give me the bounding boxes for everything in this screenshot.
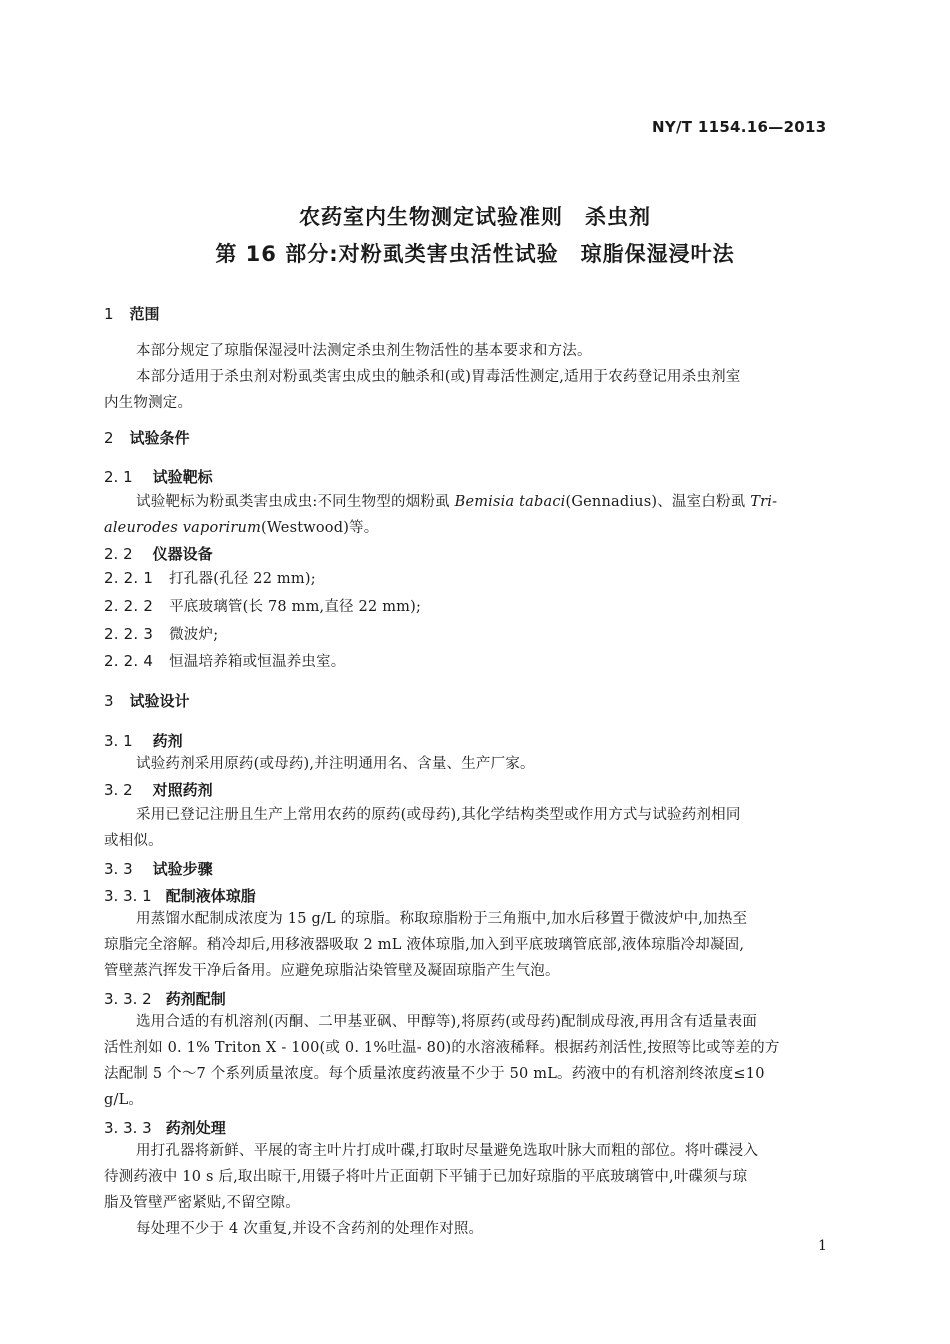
paragraph: 内生物测定。 (104, 395, 193, 411)
section-title: 试验条件 (129, 429, 190, 447)
species-name: aleurodes vaporirum (104, 520, 262, 536)
section-number: 3 (104, 692, 114, 710)
section-2-heading (104, 427, 190, 448)
section-number: 3. 3 (104, 860, 133, 878)
section-number: 2. 1 (104, 468, 133, 486)
species-name: Bemisia tabaci (454, 494, 566, 510)
text: (Westwood)等。 (261, 520, 379, 536)
paragraph: 采用已登记注册且生产上常用农药的原药(或母药),其化学结构类型或作用方式与试验药剂相同 (136, 807, 741, 823)
section-3-3-1-heading (104, 885, 256, 906)
section-number: 3. 3. 2 (104, 990, 152, 1008)
standard-code: NY/T 1154.16—2013 (652, 118, 827, 136)
paragraph: 选用合适的有机溶剂(丙酮、二甲基亚砜、甲醇等),将原药(或母药)配制成母液,再用含有适量表面 (136, 1014, 758, 1030)
section-number: 3. 2 (104, 781, 133, 799)
item-number: 2. 2. 3 (104, 625, 154, 643)
paragraph: 或相似。 (104, 833, 163, 849)
item-text: 平底玻璃管(长 78 mm,直径 22 mm); (169, 599, 422, 615)
section-title: 药剂处理 (165, 1119, 226, 1137)
section-title: 仪器设备 (152, 545, 213, 563)
paragraph: g/L。 (104, 1092, 144, 1108)
section-3-3-2-heading (104, 988, 226, 1009)
paragraph: 脂及管壁严密紧贴,不留空隙。 (104, 1195, 300, 1211)
text: 试验靶标为粉虱类害虫成虫:不同生物型的烟粉虱 (136, 494, 455, 510)
section-number: 2. 2 (104, 545, 133, 563)
item-text: 打孔器(孔径 22 mm); (169, 571, 316, 587)
section-title: 试验靶标 (152, 468, 213, 486)
section-title: 试验步骤 (152, 860, 213, 878)
item-number: 2. 2. 1 (104, 569, 154, 587)
section-number: 1 (104, 305, 114, 323)
paragraph (136, 489, 777, 516)
paragraph: 待测药液中 10 s 后,取出晾干,用镊子将叶片正面朝下平铺于已加好琼脂的平底玻璃管中,叶碟须与琼 (104, 1169, 748, 1185)
paragraph: 每处理不少于 4 次重复,并设不含药剂的处理作对照。 (136, 1221, 484, 1237)
section-1-heading (104, 303, 160, 324)
section-title: 配制液体琼脂 (165, 887, 256, 905)
item-text: 微波炉; (169, 627, 219, 643)
section-title: 药剂配制 (165, 990, 226, 1008)
section-3-3-3-heading (104, 1117, 226, 1138)
section-title: 试验设计 (129, 692, 190, 710)
paragraph: 用蒸馏水配制成浓度为 15 g/L 的琼脂。称取琼脂粉于三角瓶中,加水后移置于微波炉中,加热至 (136, 911, 748, 927)
paragraph: 本部分规定了琼脂保湿浸叶法测定杀虫剂生物活性的基本要求和方法。 (136, 343, 592, 359)
list-item (104, 593, 421, 621)
list-item (104, 648, 346, 676)
paragraph: 管壁蒸汽挥发干净后备用。应避免琼脂沾染管壁及凝固琼脂产生气泡。 (104, 963, 560, 979)
paragraph (104, 515, 378, 542)
section-number: 3. 3. 3 (104, 1119, 152, 1137)
doc-title-line1: 农药室内生物测定试验准则 杀虫剂 (299, 205, 651, 229)
section-3-heading (104, 690, 190, 711)
paragraph: 试验药剂采用原药(或母药),并注明通用名、含量、生产厂家。 (136, 756, 535, 772)
item-text: 恒温培养箱或恒温养虫室。 (169, 654, 346, 670)
text: (Gennadius)、温室白粉虱 (565, 494, 751, 510)
section-3-3-heading (104, 858, 213, 879)
paragraph: 琼脂完全溶解。稍冷却后,用移液器吸取 2 mL 液体琼脂,加入到平底玻璃管底部,液体琼脂冷却凝固, (104, 937, 745, 953)
list-item (104, 621, 218, 649)
species-name: Tri- (750, 494, 778, 510)
paragraph: 法配制 5 个～7 个系列质量浓度。每个质量浓度药液量不少于 50 mL。药液中的有机溶剂终浓度≤10 (104, 1066, 765, 1082)
section-number: 2 (104, 429, 114, 447)
page-number: 1 (818, 1238, 827, 1254)
paragraph: 本部分适用于杀虫剂对粉虱类害虫成虫的触杀和(或)胃毒活性测定,适用于农药登记用杀虫剂室 (136, 369, 741, 385)
list-item (104, 565, 316, 593)
section-2-1-heading (104, 466, 213, 487)
section-title: 药剂 (152, 732, 183, 750)
section-3-1-heading (104, 730, 183, 751)
section-3-2-heading (104, 779, 213, 800)
item-number: 2. 2. 4 (104, 652, 154, 670)
section-2-2-heading (104, 543, 213, 564)
section-title: 对照药剂 (152, 781, 213, 799)
paragraph: 用打孔器将新鲜、平展的寄主叶片打成叶碟,打取时尽量避免选取叶脉大而粗的部位。将叶碟浸入 (136, 1143, 759, 1159)
section-number: 3. 3. 1 (104, 887, 152, 905)
doc-title-line2: 第 16 部分:对粉虱类害虫活性试验 琼脂保湿浸叶法 (215, 242, 735, 266)
section-title: 范围 (129, 305, 160, 323)
paragraph: 活性剂如 0. 1% Triton X - 100(或 0. 1%吐温- 80)的水溶液稀释。根据药剂活性,按照等比或等差的方 (104, 1040, 780, 1056)
item-number: 2. 2. 2 (104, 597, 154, 615)
section-number: 3. 1 (104, 732, 133, 750)
